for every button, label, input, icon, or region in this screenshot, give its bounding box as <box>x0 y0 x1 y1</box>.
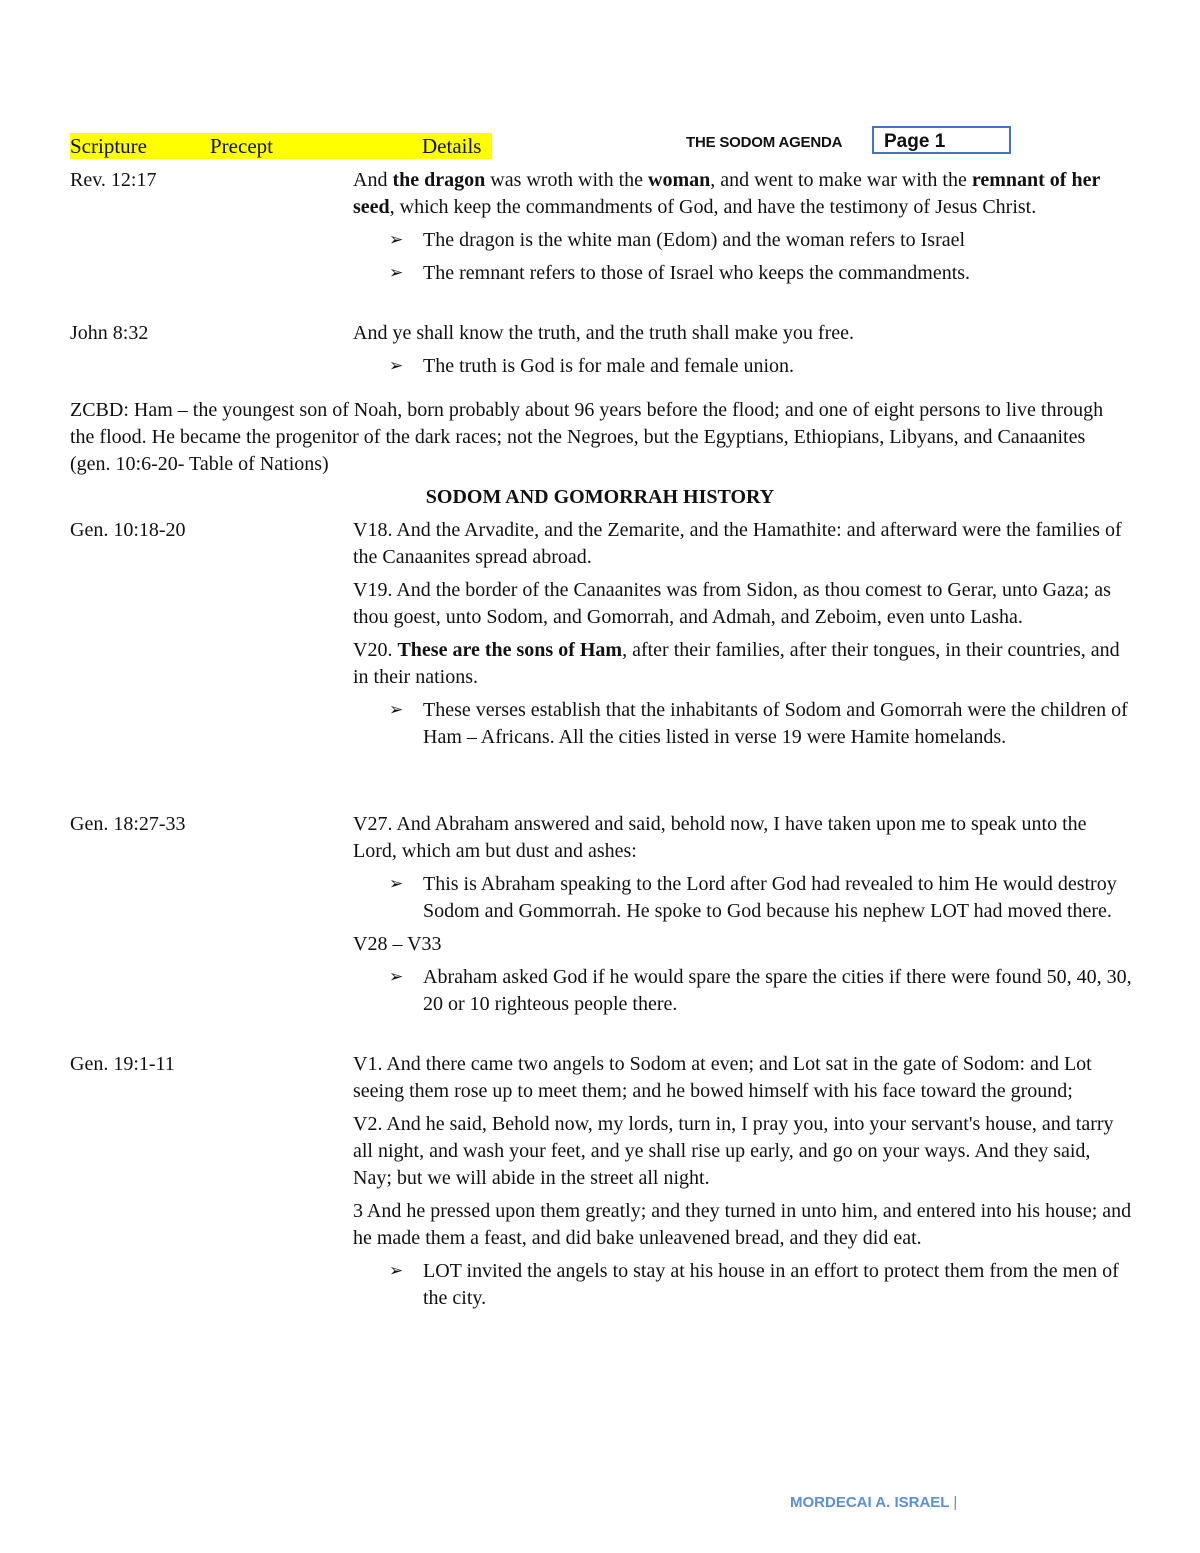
scripture-ref: Gen. 19:1-11 <box>70 1053 175 1075</box>
details <box>353 167 1133 293</box>
scripture-ref: Rev. 12:17 <box>70 169 157 191</box>
list-item: ➢ Abraham asked God if he would spare the spare the cities if there were found 50, 40, 30, 20 or 10 righteous people there. <box>389 966 1132 1015</box>
verse-text: And the dragon was wroth with the woman, and went to make war with the remnant of her seed, which keep the commandments of God, and have the testimony of Jesus Christ. <box>353 169 1100 218</box>
verse-text: 3 And he pressed upon them greatly; and they turned in unto him, and entered into his house; and he made them a feast, and did bake unleavened bread, and they did eat. <box>353 1200 1132 1249</box>
verse-text: V2. And he said, Behold now, my lords, turn in, I pray you, into your servant's house, and tarry all night, and wash your feet, and ye shall rise up early, and go on your ways. And they said, Nay; but we will abide in the street all night. <box>353 1113 1114 1189</box>
verse-text: V18. And the Arvadite, and the Zemarite, and the Hamathite: and afterward were the families of the Canaanites spread abroad. <box>353 519 1122 568</box>
list-item: ➢ The remnant refers to those of Israel who keeps the commandments. <box>353 260 1133 287</box>
col-precept: Precept <box>210 134 273 158</box>
footer-author: MORDECAI A. ISRAEL | <box>790 1494 958 1511</box>
document-title: THE SODOM AGENDA <box>686 134 843 151</box>
verse-text: And ye shall know the truth, and the truth shall make you free. <box>353 322 854 344</box>
list-item: ➢ The truth is God is for male and female union. <box>353 353 1133 380</box>
verse-text: V28 – V33 <box>353 933 442 955</box>
details <box>353 320 1133 386</box>
arrowhead-bullet-icon: ➢ <box>389 263 404 283</box>
scripture-ref: Gen. 18:27-33 <box>70 813 186 835</box>
arrowhead-bullet-icon: ➢ <box>389 874 404 894</box>
arrowhead-bullet-icon: ➢ <box>389 700 404 720</box>
details <box>353 811 1133 1024</box>
verse-text: V27. And Abraham answered and said, behold now, I have taken upon me to speak unto the Lord, which am but dust and ashes: <box>353 813 1087 862</box>
verse-text: V19. And the border of the Canaanites was from Sidon, as thou comest to Gerar, unto Gaza; as thou goest, unto Sodom, and Gomorrah, and Admah, and Zeboim, even unto Lasha. <box>353 579 1111 628</box>
verse-text: V20. These are the sons of Ham, after their families, after their tongues, in their countries, and in their nations. <box>353 639 1120 688</box>
col-details: Details <box>422 134 482 158</box>
scripture-ref: Gen. 10:18-20 <box>70 519 186 541</box>
arrowhead-bullet-icon: ➢ <box>389 230 404 250</box>
page-number: Page 1 <box>884 131 946 152</box>
arrowhead-bullet-icon: ➢ <box>389 967 404 987</box>
scripture-ref: John 8:32 <box>70 322 149 344</box>
list-item: ➢ This is Abraham speaking to the Lord after God had revealed to him He would destroy Sodom and Gommorrah. He spoke to God because his nephew LOT had moved there. <box>389 873 1117 922</box>
verse-text: V1. And there came two angels to Sodom at even; and Lot sat in the gate of Sodom: and Lot seeing them rose up to meet them; and he bowed himself with his face toward the ground; <box>353 1053 1092 1102</box>
list-item: ➢ LOT invited the angels to stay at his house in an effort to protect them from the men of the city. <box>389 1260 1119 1309</box>
arrowhead-bullet-icon: ➢ <box>389 356 404 376</box>
footer-separator: | <box>953 1494 958 1511</box>
section-heading: SODOM AND GOMORRAH HISTORY <box>425 486 775 508</box>
details <box>353 1051 1133 1318</box>
zcbd-paragraph: ZCBD: Ham – the youngest son of Noah, born probably about 96 years before the flood; and one of eight persons to live through the flood. He became the progenitor of the dark races; not the Negroes, but the Egyptians, Ethiopians, Libyans, and Canaanites (gen. 10:6-20- Table of Nations) <box>70 399 1104 475</box>
list-item: ➢ The dragon is the white man (Edom) and the woman refers to Israel <box>353 227 1133 254</box>
col-scripture: Scripture <box>70 134 147 158</box>
list-item: ➢ These verses establish that the inhabitants of Sodom and Gomorrah were the children of Ham – Africans. All the cities listed in verse 19 were Hamite homelands. <box>389 699 1128 748</box>
details <box>353 517 1133 757</box>
arrowhead-bullet-icon: ➢ <box>389 1261 404 1281</box>
